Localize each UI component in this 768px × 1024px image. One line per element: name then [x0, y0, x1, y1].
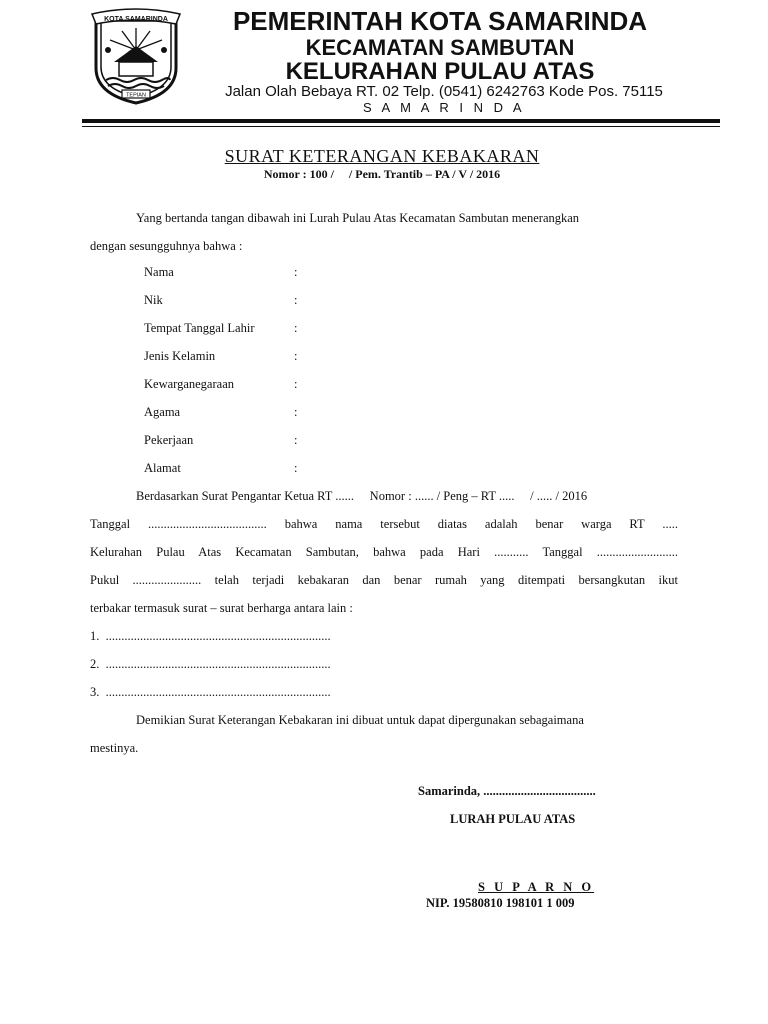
closing-line-1: Demikian Surat Keterangan Kebakaran ini dibuat untuk dapat dipergunakan sebagaimana	[136, 713, 584, 727]
field-label-pekerjaan: Pekerjaan	[144, 433, 194, 447]
opening-line-2: dengan sesungguhnya bahwa :	[90, 239, 243, 253]
paragraph-line-3: Kelurahan Pulau Atas Kecamatan Sambutan, bahwa pada Hari ........... Tanggal ..........................	[90, 545, 678, 559]
field-label-nik: Nik	[144, 293, 163, 307]
letterhead-address: Jalan Olah Bebaya RT. 02 Telp. (0541) 6242763 Kode Pos. 75115	[225, 83, 663, 100]
document-title: SURAT KETERANGAN KEBAKARAN	[224, 146, 540, 166]
letterhead-city: S A M A R I N D A	[362, 100, 526, 115]
emblem-top-text: KOTA SAMARINDA	[104, 16, 168, 23]
field-colon-agama: :	[294, 405, 298, 419]
field-colon-alamat: :	[294, 461, 298, 475]
letterhead-divider-thin	[82, 126, 720, 127]
list-item-2: 2. ........................................................................	[90, 657, 331, 671]
opening-line-1: Yang bertanda tangan dibawah ini Lurah Pulau Atas Kecamatan Sambutan menerangkan	[136, 211, 580, 225]
field-colon-nik: :	[294, 293, 298, 307]
letterhead-district-name: KECAMATAN SAMBUTAN	[305, 35, 575, 60]
signature-position: LURAH PULAU ATAS	[450, 812, 576, 826]
letterhead-government-name: PEMERINTAH KOTA SAMARINDA	[232, 6, 648, 36]
field-colon-tempat-tanggal-lahir: :	[294, 321, 298, 335]
letterhead-village-name: KELURAHAN PULAU ATAS	[285, 58, 595, 85]
paragraph-line-4: Pukul ...................... telah terjadi kebakaran dan benar rumah yang ditempati bersangkutan ikut	[90, 573, 678, 587]
document-number: Nomor : 100 / / Pem. Trantib – PA / V / 2016	[263, 167, 501, 181]
field-label-kewarganegaraan: Kewarganegaraan	[144, 377, 234, 391]
field-colon-nama: :	[294, 265, 298, 279]
field-label-jenis-kelamin: Jenis Kelamin	[144, 349, 216, 363]
letterhead-divider-thick	[82, 119, 720, 123]
list-item-1: 1. ........................................................................	[90, 629, 331, 643]
signature-name: S U P A R N O	[478, 880, 595, 894]
paragraph-line-2: Tanggal ...................................... bahwa nama tersebut diatas adalah benar warga RT .....	[90, 517, 678, 531]
paragraph-line-5: terbakar termasuk surat – surat berharga antara lain :	[90, 601, 353, 615]
paragraph-line-1: Berdasarkan Surat Pengantar Ketua RT ...... Nomor : ...... / Peng – RT ..... / ..... / 2016	[136, 489, 588, 503]
closing-line-2: mestinya.	[90, 741, 139, 755]
field-label-tempat-tanggal-lahir: Tempat Tanggal Lahir	[144, 321, 255, 335]
field-colon-pekerjaan: :	[294, 433, 298, 447]
document-title-wrapper	[82, 146, 682, 167]
signature-place-date: Samarinda, ....................................	[418, 784, 596, 798]
signature-nip: NIP. 19580810 198101 1 009	[426, 896, 575, 910]
emblem-bottom-text: TEPIAN	[126, 92, 146, 99]
field-colon-jenis-kelamin: :	[294, 349, 298, 363]
field-colon-kewarganegaraan: :	[294, 377, 298, 391]
field-label-alamat: Alamat	[144, 461, 181, 475]
list-item-3: 3. ........................................................................	[90, 685, 331, 699]
field-label-agama: Agama	[144, 405, 181, 419]
field-label-nama: Nama	[144, 265, 174, 279]
